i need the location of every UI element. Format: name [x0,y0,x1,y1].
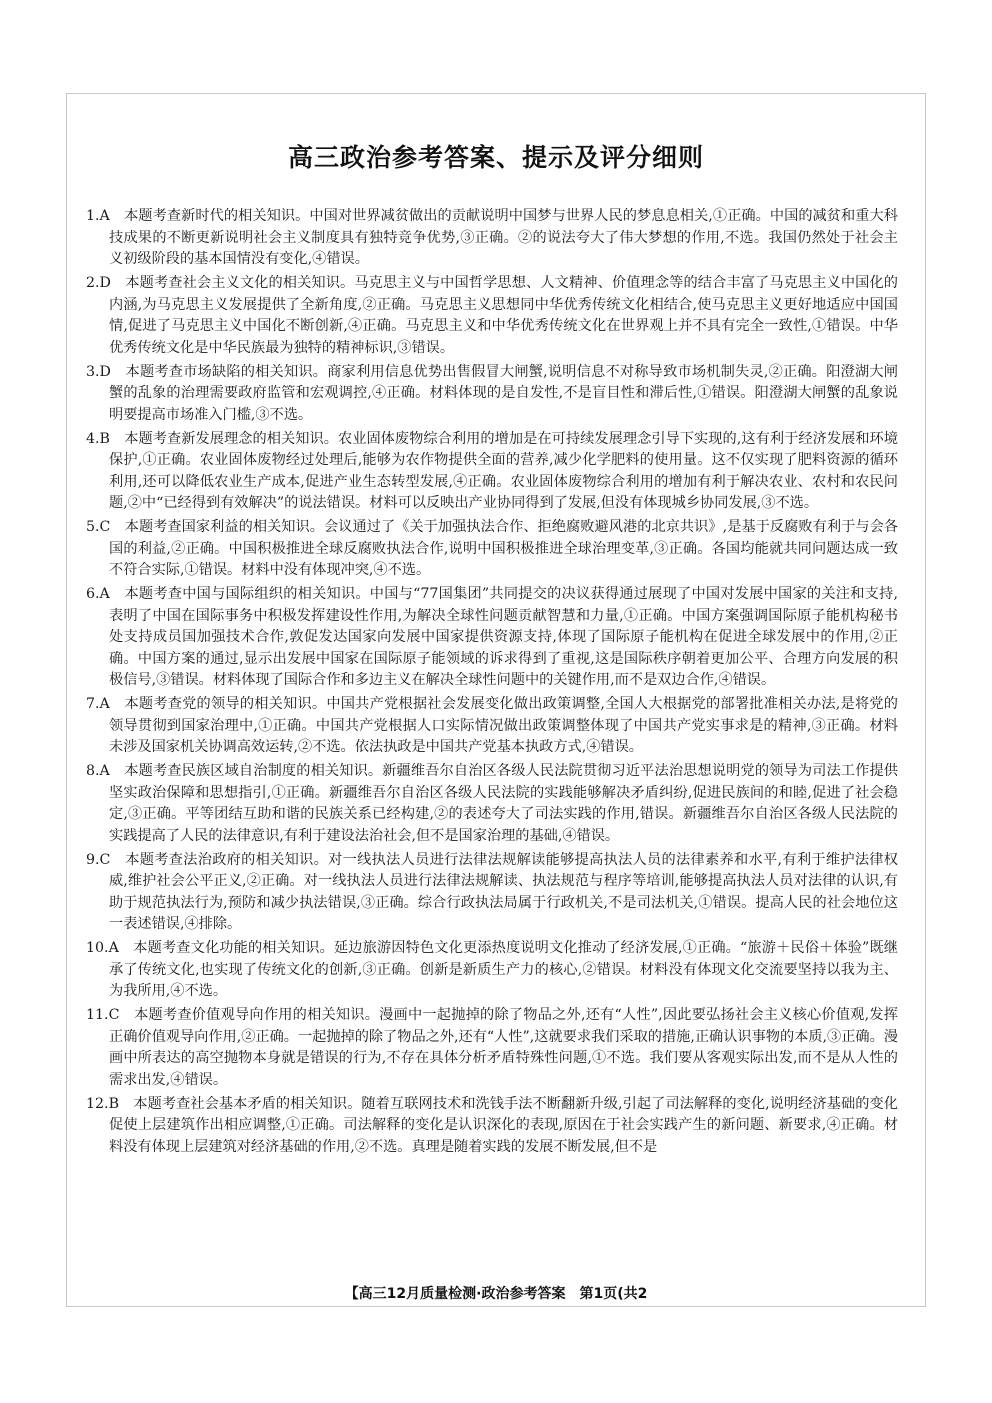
page-title: 高三政治参考答案、提示及评分细则 [287,143,704,172]
page-footer: 【高三12月质量检测·政治参考答案 第1页(共2 [344,1286,648,1302]
answer-item [86,517,898,582]
answer-item [86,273,898,359]
answer-item [86,584,898,692]
answer-text: 本题考查国家利益的相关知识。会议通过了《关于加强执法合作、拒绝腐败避风港的北京共识》,是基于反腐败有利于与会各国的利益,②正确。中国积极推进全球反腐败执法合作,说明中国积极推进全球治理变革,③正确。各国均能就共同问题达成一致不符合实际,①错误。材料中没有体现冲突,④不选。 [109,519,898,578]
answer-text: 本题考查文化功能的相关知识。延边旅游因特色文化更添热度说明文化推动了经济发展,①正确。“旅游＋民俗＋体验”既继承了传统文化,也实现了传统文化的创新,③正确。创新是新质生产力的核心,②错误。材料没有体现文化交流要坚持以我为主、为我所用,④不选。 [109,940,898,999]
answer-number: 7.A [86,696,110,712]
answer-item [86,429,898,515]
answer-text: 本题考查社会基本矛盾的相关知识。随着互联网技术和洗钱手法不断翻新升级,引起了司法解释的变化,说明经济基础的变化促使上层建筑作出相应调整,①正确。司法解释的变化是认识深化的表现,原因在于社会实践产生的新问题、新要求,④正确。材料没有体现上层建筑对经济基础的作用,②不选。真理是随着实践的发展不断发展,但不是 [109,1095,898,1155]
answer-item [86,694,898,759]
answer-text: 本题考查市场缺陷的相关知识。商家利用信息优势出售假冒大闸蟹,说明信息不对称导致市场机制失灵,②正确。阳澄湖大闸蟹的乱象的治理需要政府监管和宏观调控,④正确。材料体现的是自发性,不是盲目性和滞后性,①错误。阳澄湖大闸蟹的乱象说明要提高市场准入门槛,③不选。 [109,363,898,423]
answer-text: 本题考查中国与国际组织的相关知识。中国与“77国集团”共同提交的决议获得通过展现了中国对发展中国家的关注和支持,表明了中国在国际事务中积极发挥建设性作用,为解决全球性问题贡献智慧和力量,①正确。中国方案强调国际原子能机构秘书处支持成员国加强技术合作,敦促发达国家向发展中国家提供资源支持,体现了国际原子能机构在促进全球发展中的作用,②正确。中国方案的通过,显示出发展中国家在国际原子能领域的诉求得到了重视,这是国际秩序朝着更加公平、合理方向发展的积极信号,③错误。材料体现了国际合作和多边主义在解决全球性问题中的关键作用,而不是双边合作,④错误。 [109,586,898,688]
answer-text: 本题考查新发展理念的相关知识。农业固体废物综合利用的增加是在可持续发展理念引导下实现的,这有利于经济发展和环境保护,①正确。农业固体废物经过处理后,能够为农作物提供全面的营养,减少化学肥料的使用量。这不仅实现了肥料资源的循环利用,还可以降低农业生产成本,促进产业生态转型发展,④正确。农业固体废物综合利用的增加有利于解决农业、农村和农民问题,②中“已经得到有效解决”的说法错误。材料可以反映出产业协同得到了发展,但没有体现城乡协同发展,③不选。 [109,430,898,511]
answer-list [86,206,898,1161]
answer-number: 11.C [86,1007,120,1023]
answer-item [86,1005,898,1091]
answer-item [86,206,898,271]
answer-item [86,1094,898,1159]
answer-number: 8.A [86,763,110,779]
answer-item [86,850,898,936]
answer-number: 5.C [86,519,111,535]
answer-number: 2.D [86,275,111,291]
answer-text: 本题考查党的领导的相关知识。中国共产党根据社会发展变化做出政策调整,全国人大根据党的部署批准相关办法,是将党的领导贯彻到国家治理中,①正确。中国共产党根据人口实际情况做出政策调整体现了中国共产党实事求是的精神,③正确。材料未涉及国家机关协调高效运转,②不选。依法执政是中国共产党基本执政方式,④错误。 [109,696,898,755]
answer-text: 本题考查社会主义文化的相关知识。马克思主义与中国哲学思想、人文精神、价值理念等的结合丰富了马克思主义中国化的内涵,为马克思主义发展提供了全新角度,②正确。马克思主义思想同中华优秀传统文化相结合,使马克思主义更好地适应中国国情,促进了马克思主义中国化不断创新,④正确。马克思主义和中华优秀传统文化在世界观上并不具有完全一致性,①错误。中华优秀传统文化是中华民族最为独特的精神标识,③错误。 [109,275,898,356]
answer-item [86,362,898,427]
answer-number: 4.B [86,430,110,447]
answer-number: 10.A [86,940,119,956]
answer-text: 本题考查法治政府的相关知识。对一线执法人员进行法律法规解读能够提高执法人员的法律素养和水平,有利于维护法律权威,维护社会公平正义,②正确。对一线执法人员进行法律法规解读、执法规范与程序等培训,能够提高执法人员对法律的认识,有助于规范执法行为,预防和减少执法错误,③正确。综合行政执法局属于行政机关,不是司法机关,①错误。提高人民的社会地位这一表述错误,④排除。 [109,851,898,932]
answer-number: 1.A [86,208,110,224]
answer-text: 本题考查新时代的相关知识。中国对世界减贫做出的贡献说明中国梦与世界人民的梦息息相关,①正确。中国的减贫和重大科技成果的不断更新说明社会主义制度具有独特竞争优势,③正确。②的说法夸大了伟大梦想的作用,不选。我国仍然处于社会主义初级阶段的基本国情没有变化,④错误。 [109,208,898,267]
answer-item [86,761,898,847]
answer-text: 本题考查价值观导向作用的相关知识。漫画中一起抛掉的除了物品之外,还有“人性”,因此要弘扬社会主义核心价值观,发挥正确价值观导向作用,②正确。一起抛掉的除了物品之外,还有“人性”,这就要求我们采取的措施,正确认识事物的本质,③正确。漫画中所表达的高空抛物本身就是错误的行为,不存在具体分析矛盾特殊性问题,①不选。我们要从客观实际出发,而不是从人性的需求出发,④错误。 [109,1007,898,1088]
answer-number: 6.A [86,586,110,602]
answer-item [86,938,898,1003]
answer-text: 本题考查民族区域自治制度的相关知识。新疆维吾尔自治区各级人民法院贯彻习近平法治思想说明党的领导为司法工作提供坚实政治保障和思想指引,①正确。新疆维吾尔自治区各级人民法院的实践能够解决矛盾纠纷,促进民族间的和睦,促进了社会稳定,③正确。平等团结互助和谐的民族关系已经构建,②的表述夸大了司法实践的作用,错误。新疆维吾尔自治区各级人民法院的实践提高了人民的法律意识,有利于建设法治社会,但不是国家治理的基础,④错误。 [109,763,898,844]
answer-number: 12.B [86,1095,119,1112]
answer-number: 3.D [86,363,111,380]
answer-number: 9.C [86,851,111,868]
